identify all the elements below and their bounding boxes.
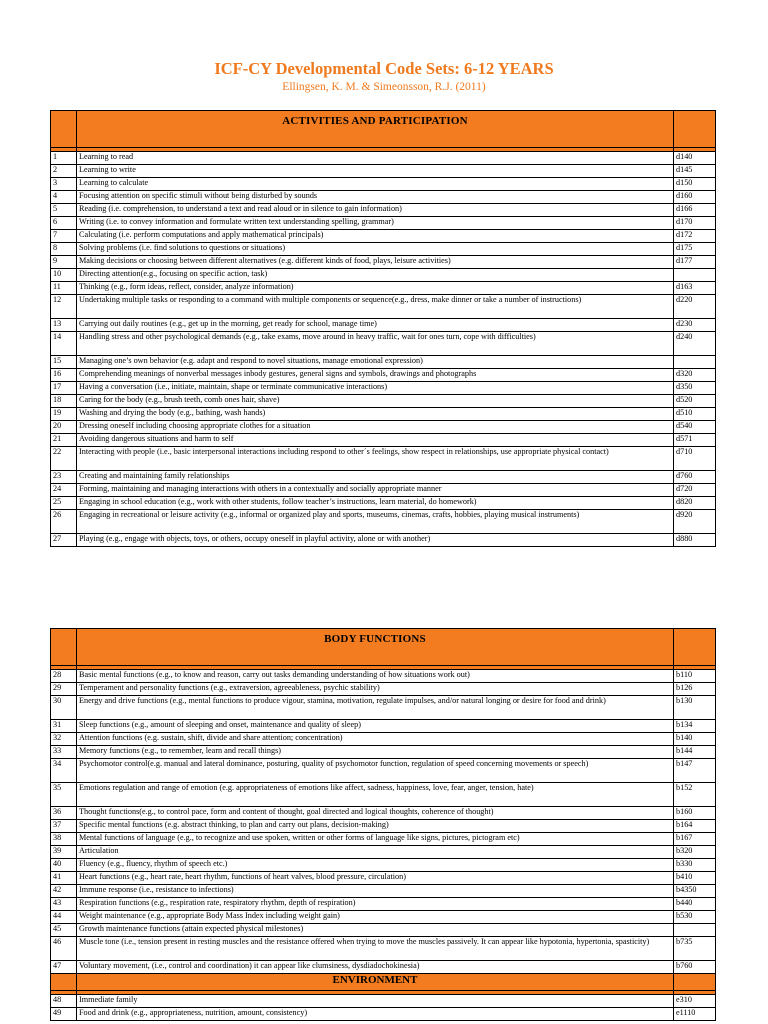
row-code: d240 [674, 332, 716, 356]
row-number: 8 [51, 243, 77, 256]
row-code: d160 [674, 191, 716, 204]
row-number: 1 [51, 152, 77, 165]
row-code: d140 [674, 152, 716, 165]
table-row [51, 217, 716, 230]
row-code: b147 [674, 759, 716, 783]
row-number: 49 [51, 1008, 77, 1021]
row-code [674, 924, 716, 937]
row-number: 6 [51, 217, 77, 230]
row-code: d175 [674, 243, 716, 256]
row-number: 38 [51, 833, 77, 846]
row-number: 46 [51, 937, 77, 961]
row-code [674, 269, 716, 282]
table-row [51, 230, 716, 243]
row-number: 22 [51, 447, 77, 471]
row-number: 14 [51, 332, 77, 356]
row-description: Directing attention(e.g., focusing on specific action, task) [77, 269, 674, 282]
row-description: Psychomotor control(e.g. manual and lateral dominance, posturing, quality of psychomotor function, regulation of speed concerning movements or speech) [77, 759, 674, 783]
table-row [51, 696, 716, 720]
row-code: d540 [674, 421, 716, 434]
table-row [51, 820, 716, 833]
row-code: d163 [674, 282, 716, 295]
row-number: 10 [51, 269, 77, 282]
row-number: 26 [51, 510, 77, 534]
row-description: Energy and drive functions (e.g., mental functions to produce vigour, stamina, motivation, regulate impulses, and/or natural longing or desire for food and drink) [77, 696, 674, 720]
table-row [51, 859, 716, 872]
row-number: 11 [51, 282, 77, 295]
row-number: 20 [51, 421, 77, 434]
row-number: 43 [51, 898, 77, 911]
table-row [51, 898, 716, 911]
table-row [51, 434, 716, 447]
table-row [51, 282, 716, 295]
row-description: Fluency (e.g., fluency, rhythm of speech etc.) [77, 859, 674, 872]
row-description: Basic mental functions (e.g., to know and reason, carry out tasks demanding understanding of how situations work out) [77, 670, 674, 683]
row-description: Attention functions (e.g. sustain, shift, divide and share attention; concentration) [77, 733, 674, 746]
row-number: 3 [51, 178, 77, 191]
table-row [51, 759, 716, 783]
row-description: Weight maintenance (e.g., appropriate Body Mass Index including weight gain) [77, 911, 674, 924]
row-code: d150 [674, 178, 716, 191]
row-description: Thought functions(e.g., to control pace, form and content of thought, goal directed and logical thoughts, coherence of thought) [77, 807, 674, 820]
row-code: b167 [674, 833, 716, 846]
row-number: 29 [51, 683, 77, 696]
row-description: Thinking (e.g., form ideas, reflect, consider, analyze information) [77, 282, 674, 295]
row-number: 39 [51, 846, 77, 859]
row-number: 35 [51, 783, 77, 807]
row-description: Dressing oneself including choosing appropriate clothes for a situation [77, 421, 674, 434]
table-row [51, 924, 716, 937]
row-description: Making decisions or choosing between different alternatives (e.g. different kinds of food, plays, leisure activities) [77, 256, 674, 269]
table-row [51, 733, 716, 746]
row-code: b530 [674, 911, 716, 924]
row-description: Focusing attention on specific stimuli without being disturbed by sounds [77, 191, 674, 204]
table-row [51, 937, 716, 961]
row-description: Managing one’s own behavior (e.g. adapt and respond to novel situations, manage emotional expression) [77, 356, 674, 369]
table-row [51, 369, 716, 382]
table-row [51, 833, 716, 846]
row-number: 2 [51, 165, 77, 178]
row-code: d920 [674, 510, 716, 534]
table-row [51, 534, 716, 547]
table-row [51, 471, 716, 484]
row-description: Engaging in recreational or leisure activity (e.g., informal or organized play and sports, museums, cinemas, crafts, hobbies, playing musical instruments) [77, 510, 674, 534]
row-description: Sleep functions (e.g., amount of sleeping and onset, maintenance and quality of sleep) [77, 720, 674, 733]
row-description: Playing (e.g., engage with objects, toys, or others, occupy oneself in playful activity, alone or with another) [77, 534, 674, 547]
table-row [51, 152, 716, 165]
row-code: d820 [674, 497, 716, 510]
row-description: Temperament and personality functions (e.g., extraversion, agreeableness, psychic stability) [77, 683, 674, 696]
row-number: 12 [51, 295, 77, 319]
row-description: Learning to calculate [77, 178, 674, 191]
table-row [51, 872, 716, 885]
table-row [51, 421, 716, 434]
row-code: b144 [674, 746, 716, 759]
row-number: 13 [51, 319, 77, 332]
row-description: Voluntary movement, (i.e., control and coordination) it can appear like clumsiness, dysdiadochokinesia) [77, 961, 674, 974]
row-description: Interacting with people (i.e., basic interpersonal interactions including respond to other´s feelings, show respect in relationships, use appropriate physical contact) [77, 447, 674, 471]
row-description: Caring for the body (e.g., brush teeth, comb ones hair, shave) [77, 395, 674, 408]
row-description: Calculating (i.e. perform computations and apply mathematical principals) [77, 230, 674, 243]
row-code: d520 [674, 395, 716, 408]
body-functions-heading: BODY FUNCTIONS [77, 629, 674, 666]
row-description: Reading (i.e. comprehension, to understand a text and read aloud or in silence to gain information) [77, 204, 674, 217]
table-row [51, 204, 716, 217]
row-number: 36 [51, 807, 77, 820]
table-row [51, 447, 716, 471]
table-row [51, 165, 716, 178]
row-description: Learning to read [77, 152, 674, 165]
row-code: b140 [674, 733, 716, 746]
row-description: Respiration functions (e.g., respiration rate, respiratory rhythm, depth of respiration) [77, 898, 674, 911]
row-code: b735 [674, 937, 716, 961]
row-description: Solving problems (i.e. find solutions to questions or situations) [77, 243, 674, 256]
row-description: Comprehending meanings of nonverbal messages inbody gestures, general signs and symbols, drawings and photographs [77, 369, 674, 382]
row-number: 9 [51, 256, 77, 269]
row-description: Forming, maintaining and managing interactions with others in a contextually and socially appropriate manner [77, 484, 674, 497]
row-code: d230 [674, 319, 716, 332]
row-description: Muscle tone (i.e., tension present in resting muscles and the resistance offered when trying to move the muscles passively. It can appear like hypotonia, hypertonia, spasticity) [77, 937, 674, 961]
row-code: b320 [674, 846, 716, 859]
row-number: 32 [51, 733, 77, 746]
table-row [51, 382, 716, 395]
row-number: 23 [51, 471, 77, 484]
row-number: 18 [51, 395, 77, 408]
row-code: b410 [674, 872, 716, 885]
table-row [51, 319, 716, 332]
row-description: Specific mental functions (e.g. abstract thinking, to plan and carry out plans, decision-making) [77, 820, 674, 833]
row-number: 27 [51, 534, 77, 547]
row-description: Emotions regulation and range of emotion (e.g. appropriateness of emotions like affect, sadness, happiness, love, fear, anger, tension, hate) [77, 783, 674, 807]
row-number: 37 [51, 820, 77, 833]
row-number: 25 [51, 497, 77, 510]
row-number: 31 [51, 720, 77, 733]
row-code: b134 [674, 720, 716, 733]
row-number: 24 [51, 484, 77, 497]
body-functions-header-row [51, 629, 716, 666]
row-code: d510 [674, 408, 716, 421]
row-code: b440 [674, 898, 716, 911]
row-code: d760 [674, 471, 716, 484]
activities-header-row [51, 111, 716, 148]
table-row [51, 683, 716, 696]
table-row [51, 395, 716, 408]
table-row [51, 885, 716, 898]
table-row [51, 191, 716, 204]
row-description: Heart functions (e.g., heart rate, heart rhythm, functions of heart valves, blood pressure, circulation) [77, 872, 674, 885]
table-row [51, 497, 716, 510]
environment-heading: ENVIRONMENT [77, 974, 674, 991]
row-code: e1110 [674, 1008, 716, 1021]
row-number: 7 [51, 230, 77, 243]
table-row [51, 408, 716, 421]
row-number: 5 [51, 204, 77, 217]
table-row [51, 332, 716, 356]
table-row [51, 807, 716, 820]
row-description: Growth maintenance functions (attain expected physical milestones) [77, 924, 674, 937]
row-code: b126 [674, 683, 716, 696]
table-row [51, 670, 716, 683]
table-row [51, 720, 716, 733]
row-number: 15 [51, 356, 77, 369]
row-code: d170 [674, 217, 716, 230]
row-description: Washing and drying the body (e.g., bathing, wash hands) [77, 408, 674, 421]
table-row [51, 783, 716, 807]
row-number: 47 [51, 961, 77, 974]
row-code: b164 [674, 820, 716, 833]
table-row [51, 356, 716, 369]
table-row [51, 1008, 716, 1021]
row-number: 30 [51, 696, 77, 720]
row-number: 48 [51, 995, 77, 1008]
table-row [51, 746, 716, 759]
row-description: Writing (i.e. to convey information and formulate written text understanding spelling, grammar) [77, 217, 674, 230]
row-code: d571 [674, 434, 716, 447]
row-description: Having a conversation (i.e., initiate, maintain, shape or terminate communicative interactions) [77, 382, 674, 395]
row-code: e310 [674, 995, 716, 1008]
row-number: 19 [51, 408, 77, 421]
activities-table [50, 110, 716, 547]
row-description: Creating and maintaining family relationships [77, 471, 674, 484]
row-code: d166 [674, 204, 716, 217]
row-number: 45 [51, 924, 77, 937]
row-description: Undertaking multiple tasks or responding to a command with multiple components or sequence(e.g., dress, make dinner or take a number of instructions) [77, 295, 674, 319]
row-code: b130 [674, 696, 716, 720]
row-number: 4 [51, 191, 77, 204]
row-description: Immediate family [77, 995, 674, 1008]
row-number: 44 [51, 911, 77, 924]
row-description: Handling stress and other psychological demands (e.g., take exams, move around in heavy traffic, wait for ones turn, cope with difficulties) [77, 332, 674, 356]
environment-header-row [51, 974, 716, 991]
row-code [674, 356, 716, 369]
row-code: b4350 [674, 885, 716, 898]
table-row [51, 846, 716, 859]
row-code: d145 [674, 165, 716, 178]
row-code: d220 [674, 295, 716, 319]
table-row [51, 256, 716, 269]
table-row [51, 295, 716, 319]
row-number: 40 [51, 859, 77, 872]
table-row [51, 269, 716, 282]
row-code: d720 [674, 484, 716, 497]
table-row [51, 995, 716, 1008]
row-code: b110 [674, 670, 716, 683]
row-description: Immune response (i.e., resistance to infections) [77, 885, 674, 898]
row-number: 33 [51, 746, 77, 759]
row-description: Articulation [77, 846, 674, 859]
row-code: d350 [674, 382, 716, 395]
row-code: b160 [674, 807, 716, 820]
row-description: Mental functions of language (e.g., to recognize and use spoken, written or other forms of language like signs, pictures, pictogram etc) [77, 833, 674, 846]
row-code: b152 [674, 783, 716, 807]
table-row [51, 961, 716, 974]
row-number: 16 [51, 369, 77, 382]
row-description: Carrying out daily routines (e.g., get up in the morning, get ready for school, manage time) [77, 319, 674, 332]
row-code: b760 [674, 961, 716, 974]
document-title: ICF-CY Developmental Code Sets: 6-12 YEARS [214, 59, 554, 78]
row-number: 41 [51, 872, 77, 885]
row-code: d880 [674, 534, 716, 547]
row-code: d177 [674, 256, 716, 269]
table-row [51, 911, 716, 924]
row-number: 21 [51, 434, 77, 447]
table-row [51, 243, 716, 256]
row-code: d320 [674, 369, 716, 382]
body-functions-table [50, 628, 716, 1021]
row-number: 34 [51, 759, 77, 783]
document-subtitle: Ellingsen, K. M. & Simeonsson, R.J. (2011) [282, 81, 486, 93]
table-row [51, 484, 716, 497]
row-number: 28 [51, 670, 77, 683]
activities-heading: ACTIVITIES AND PARTICIPATION [77, 111, 674, 148]
row-description: Food and drink (e.g., appropriateness, nutrition, amount, consistency) [77, 1008, 674, 1021]
row-description: Learning to write [77, 165, 674, 178]
row-number: 42 [51, 885, 77, 898]
row-code: d172 [674, 230, 716, 243]
row-code: d710 [674, 447, 716, 471]
row-code: b330 [674, 859, 716, 872]
row-description: Memory functions (e.g., to remember, learn and recall things) [77, 746, 674, 759]
table-row [51, 178, 716, 191]
row-number: 17 [51, 382, 77, 395]
row-description: Avoiding dangerous situations and harm to self [77, 434, 674, 447]
row-description: Engaging in school education (e.g., work with other students, follow teacher’s instructions, learn material, do homework) [77, 497, 674, 510]
table-row [51, 510, 716, 534]
